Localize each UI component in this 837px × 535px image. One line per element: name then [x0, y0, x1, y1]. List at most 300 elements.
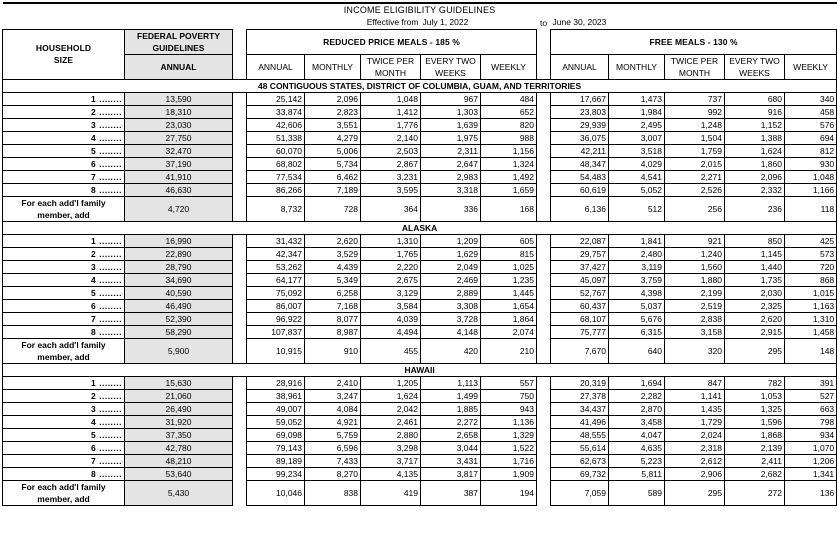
income-eligibility-guidelines-sheet — [0, 2, 835, 535]
free-every-two-weeks-header-line1: EVERY TWO — [729, 55, 780, 66]
free-value-cell: 1,141 — [665, 389, 725, 402]
row-spacer-1 — [233, 428, 247, 441]
reduced-value-cell: 1,048 — [361, 92, 421, 105]
free-value-cell: 3,458 — [609, 415, 665, 428]
row-spacer-1 — [233, 312, 247, 325]
additional-free-cell: 589 — [609, 480, 665, 505]
row-spacer-1 — [233, 247, 247, 260]
row-spacer-1 — [233, 441, 247, 454]
reduced-value-cell: 2,647 — [421, 157, 481, 170]
reduced-value-cell: 605 — [481, 234, 537, 247]
reduced-weekly-header: WEEKLY — [481, 54, 537, 79]
reduced-value-cell: 3,595 — [361, 183, 421, 196]
reduced-monthly-header: MONTHLY — [305, 54, 361, 79]
reduced-value-cell: 3,129 — [361, 286, 421, 299]
free-value-cell: 2,495 — [609, 118, 665, 131]
fpg-annual-cell: 26,490 — [125, 402, 233, 415]
table-row — [3, 247, 837, 260]
free-value-cell: 1,015 — [785, 286, 837, 299]
reduced-value-cell: 1,445 — [481, 286, 537, 299]
free-value-cell: 737 — [665, 92, 725, 105]
free-twice-per-month-header — [665, 54, 725, 79]
reduced-value-cell: 1,235 — [481, 273, 537, 286]
household-size-cell: 7 ........ — [3, 170, 125, 183]
free-value-cell: 812 — [785, 144, 837, 157]
free-value-cell: 1,325 — [725, 402, 785, 415]
reduced-value-cell: 1,499 — [421, 389, 481, 402]
free-value-cell: 782 — [725, 376, 785, 389]
free-value-cell: 2,526 — [665, 183, 725, 196]
free-value-cell: 69,732 — [551, 467, 609, 480]
table-row — [3, 325, 837, 338]
row-spacer-1 — [233, 273, 247, 286]
reduced-value-cell: 1,025 — [481, 260, 537, 273]
reduced-value-cell: 4,279 — [305, 131, 361, 144]
free-value-cell: 37,427 — [551, 260, 609, 273]
reduced-value-cell: 2,096 — [305, 92, 361, 105]
reduced-value-cell: 1,776 — [361, 118, 421, 131]
row-spacer-1 — [233, 467, 247, 480]
household-size-cell: 2 ........ — [3, 105, 125, 118]
additional-reduced-cell: 728 — [305, 196, 361, 221]
additional-free-cell: 640 — [609, 338, 665, 363]
reduced-value-cell: 25,142 — [247, 92, 305, 105]
row-spacer-1 — [233, 415, 247, 428]
table-row — [3, 299, 837, 312]
free-value-cell: 2,906 — [665, 467, 725, 480]
additional-free-cell: 118 — [785, 196, 837, 221]
table-row — [3, 170, 837, 183]
reduced-value-cell: 7,189 — [305, 183, 361, 196]
reduced-value-cell: 42,606 — [247, 118, 305, 131]
free-value-cell: 22,087 — [551, 234, 609, 247]
free-value-cell: 2,271 — [665, 170, 725, 183]
reduced-value-cell: 2,675 — [361, 273, 421, 286]
reduced-value-cell: 2,272 — [421, 415, 481, 428]
free-value-cell: 1,166 — [785, 183, 837, 196]
free-value-cell: 1,473 — [609, 92, 665, 105]
free-value-cell: 62,673 — [551, 454, 609, 467]
additional-reduced-cell: 10,915 — [247, 338, 305, 363]
free-value-cell: 2,332 — [725, 183, 785, 196]
fpg-annual-cell: 27,750 — [125, 131, 233, 144]
reduced-value-cell: 2,042 — [361, 402, 421, 415]
row-spacer-2 — [537, 273, 551, 286]
reduced-every-two-weeks-header — [421, 54, 481, 79]
free-value-cell: 36,075 — [551, 131, 609, 144]
reduced-value-cell: 75,092 — [247, 286, 305, 299]
free-value-cell: 1,310 — [785, 312, 837, 325]
free-value-cell: 20,319 — [551, 376, 609, 389]
row-spacer-2 — [537, 157, 551, 170]
free-value-cell: 3,119 — [609, 260, 665, 273]
additional-free-cell: 7,670 — [551, 338, 609, 363]
reduced-value-cell: 1,765 — [361, 247, 421, 260]
reduced-value-cell: 1,885 — [421, 402, 481, 415]
free-value-cell: 1,841 — [609, 234, 665, 247]
free-value-cell: 2,030 — [725, 286, 785, 299]
reduced-value-cell: 3,551 — [305, 118, 361, 131]
free-value-cell: 576 — [785, 118, 837, 131]
reduced-value-cell: 2,503 — [361, 144, 421, 157]
row-spacer-1 — [233, 157, 247, 170]
free-value-cell: 1,440 — [725, 260, 785, 273]
fpg-annual-cell: 34,690 — [125, 273, 233, 286]
page-title: INCOME ELIGIBILITY GUIDELINES — [3, 3, 837, 16]
fpg-annual-cell: 42,780 — [125, 441, 233, 454]
reduced-value-cell: 28,916 — [247, 376, 305, 389]
reduced-value-cell: 3,431 — [421, 454, 481, 467]
free-value-cell: 992 — [665, 105, 725, 118]
row-spacer-2 — [537, 312, 551, 325]
fpg-annual-cell: 23,030 — [125, 118, 233, 131]
reduced-value-cell: 3,247 — [305, 389, 361, 402]
fpg-annual-cell: 15,630 — [125, 376, 233, 389]
free-value-cell: 75,777 — [551, 325, 609, 338]
reduced-value-cell: 3,318 — [421, 183, 481, 196]
reduced-twice-per-month-header-line1: TWICE PER — [366, 55, 415, 66]
section-title-row — [3, 363, 837, 376]
free-value-cell: 52,767 — [551, 286, 609, 299]
free-value-cell: 1,458 — [785, 325, 837, 338]
additional-member-label — [3, 196, 125, 221]
table-row — [3, 376, 837, 389]
free-value-cell: 41,496 — [551, 415, 609, 428]
reduced-value-cell: 1,864 — [481, 312, 537, 325]
additional-reduced-cell: 455 — [361, 338, 421, 363]
reduced-value-cell: 1,522 — [481, 441, 537, 454]
effective-label: Effective from — [366, 17, 419, 28]
free-value-cell: 1,504 — [665, 131, 725, 144]
title-row — [3, 3, 837, 16]
household-size-cell: 3 ........ — [3, 260, 125, 273]
additional-reduced-cell: 8,732 — [247, 196, 305, 221]
free-value-cell: 2,519 — [665, 299, 725, 312]
additional-spacer-2 — [537, 196, 551, 221]
header-spacer-2 — [537, 29, 551, 79]
household-size-cell: 8 ........ — [3, 467, 125, 480]
header-spacer-1 — [233, 29, 247, 79]
free-value-cell: 930 — [785, 157, 837, 170]
additional-free-cell: 512 — [609, 196, 665, 221]
row-spacer-1 — [233, 286, 247, 299]
reduced-value-cell: 2,823 — [305, 105, 361, 118]
free-value-cell: 3,759 — [609, 273, 665, 286]
reduced-value-cell: 8,077 — [305, 312, 361, 325]
free-value-cell: 798 — [785, 415, 837, 428]
reduced-value-cell: 1,329 — [481, 428, 537, 441]
reduced-value-cell: 53,262 — [247, 260, 305, 273]
row-spacer-2 — [537, 247, 551, 260]
row-spacer-1 — [233, 92, 247, 105]
additional-member-label-line1: For each add'l family — [21, 197, 106, 208]
household-size-cell: 5 ........ — [3, 428, 125, 441]
row-spacer-2 — [537, 428, 551, 441]
household-size-cell: 5 ........ — [3, 144, 125, 157]
reduced-value-cell: 4,494 — [361, 325, 421, 338]
additional-free-cell: 320 — [665, 338, 725, 363]
table-row — [3, 389, 837, 402]
reduced-value-cell: 2,311 — [421, 144, 481, 157]
free-value-cell: 2,612 — [665, 454, 725, 467]
row-spacer-2 — [537, 118, 551, 131]
free-value-cell: 2,682 — [725, 467, 785, 480]
free-value-cell: 60,437 — [551, 299, 609, 312]
section-title-row — [3, 221, 837, 234]
household-size-header-line2: SIZE — [53, 55, 74, 65]
free-value-cell: 1,624 — [725, 144, 785, 157]
free-value-cell: 2,325 — [725, 299, 785, 312]
fpg-annual-cell: 40,590 — [125, 286, 233, 299]
additional-member-label-line2: member, add — [37, 493, 90, 504]
table-row — [3, 92, 837, 105]
free-value-cell: 1,341 — [785, 467, 837, 480]
row-spacer-2 — [537, 105, 551, 118]
additional-reduced-cell: 194 — [481, 480, 537, 505]
additional-free-cell: 272 — [725, 480, 785, 505]
reduced-value-cell: 1,156 — [481, 144, 537, 157]
additional-free-cell: 136 — [785, 480, 837, 505]
reduced-value-cell: 2,220 — [361, 260, 421, 273]
free-value-cell: 1,240 — [665, 247, 725, 260]
row-spacer-2 — [537, 260, 551, 273]
reduced-value-cell: 1,624 — [361, 389, 421, 402]
table-row — [3, 428, 837, 441]
additional-reduced-cell: 168 — [481, 196, 537, 221]
effective-to-word: to — [539, 17, 548, 28]
free-every-two-weeks-header-line2: WEEKS — [739, 67, 770, 78]
reduced-value-cell: 7,168 — [305, 299, 361, 312]
free-value-cell: 5,811 — [609, 467, 665, 480]
reduced-value-cell: 988 — [481, 131, 537, 144]
additional-reduced-cell: 336 — [421, 196, 481, 221]
effective-start-date: July 1, 2022 — [422, 17, 469, 28]
additional-fpg-cell: 5,900 — [125, 338, 233, 363]
reduced-value-cell: 99,234 — [247, 467, 305, 480]
reduced-value-cell: 1,324 — [481, 157, 537, 170]
table-row — [3, 441, 837, 454]
additional-fpg-cell: 5,430 — [125, 480, 233, 505]
free-value-cell: 391 — [785, 376, 837, 389]
reduced-value-cell: 2,620 — [305, 234, 361, 247]
row-spacer-1 — [233, 144, 247, 157]
table-row — [3, 118, 837, 131]
reduced-twice-per-month-header-line2: MONTH — [374, 67, 407, 78]
free-value-cell: 2,620 — [725, 312, 785, 325]
reduced-value-cell: 943 — [481, 402, 537, 415]
row-spacer-2 — [537, 183, 551, 196]
reduced-value-cell: 3,231 — [361, 170, 421, 183]
fpg-annual-cell: 18,310 — [125, 105, 233, 118]
table-row — [3, 131, 837, 144]
free-value-cell: 694 — [785, 131, 837, 144]
free-value-cell: 680 — [725, 92, 785, 105]
reduced-value-cell: 750 — [481, 389, 537, 402]
reduced-value-cell: 3,044 — [421, 441, 481, 454]
free-value-cell: 27,378 — [551, 389, 609, 402]
reduced-value-cell: 42,347 — [247, 247, 305, 260]
free-value-cell: 2,915 — [725, 325, 785, 338]
reduced-value-cell: 89,189 — [247, 454, 305, 467]
reduced-value-cell: 8,987 — [305, 325, 361, 338]
household-size-header — [3, 29, 125, 79]
reduced-value-cell: 77,534 — [247, 170, 305, 183]
reduced-value-cell: 107,837 — [247, 325, 305, 338]
row-spacer-1 — [233, 299, 247, 312]
row-spacer-1 — [233, 260, 247, 273]
free-annual-header: ANNUAL — [551, 54, 609, 79]
free-value-cell: 425 — [785, 234, 837, 247]
reduced-value-cell: 1,654 — [481, 299, 537, 312]
free-value-cell: 2,199 — [665, 286, 725, 299]
fpg-annual-cell: 32,470 — [125, 144, 233, 157]
additional-free-cell: 256 — [665, 196, 725, 221]
reduced-value-cell: 86,007 — [247, 299, 305, 312]
reduced-value-cell: 2,410 — [305, 376, 361, 389]
reduced-value-cell: 4,148 — [421, 325, 481, 338]
household-size-cell: 8 ........ — [3, 183, 125, 196]
free-value-cell: 4,047 — [609, 428, 665, 441]
free-value-cell: 1,759 — [665, 144, 725, 157]
free-value-cell: 2,024 — [665, 428, 725, 441]
row-spacer-2 — [537, 467, 551, 480]
household-size-cell: 6 ........ — [3, 157, 125, 170]
free-twice-per-month-header-line1: TWICE PER — [670, 55, 719, 66]
table-row — [3, 273, 837, 286]
effective-row — [3, 16, 837, 29]
row-spacer-1 — [233, 234, 247, 247]
fpg-annual-cell: 46,630 — [125, 183, 233, 196]
additional-spacer-2 — [537, 338, 551, 363]
free-value-cell: 3,007 — [609, 131, 665, 144]
fpg-annual-cell: 41,910 — [125, 170, 233, 183]
fpg-annual-cell: 22,890 — [125, 247, 233, 260]
reduced-value-cell: 4,439 — [305, 260, 361, 273]
additional-free-cell: 7,059 — [551, 480, 609, 505]
row-spacer-2 — [537, 376, 551, 389]
reduced-value-cell: 96,922 — [247, 312, 305, 325]
reduced-value-cell: 1,412 — [361, 105, 421, 118]
free-value-cell: 5,676 — [609, 312, 665, 325]
table-row — [3, 454, 837, 467]
fpg-annual-cell: 21,060 — [125, 389, 233, 402]
free-value-cell: 5,223 — [609, 454, 665, 467]
section-title-row — [3, 79, 837, 92]
free-value-cell: 4,635 — [609, 441, 665, 454]
reduced-price-meals-header: REDUCED PRICE MEALS - 185 % — [247, 29, 537, 54]
free-value-cell: 2,411 — [725, 454, 785, 467]
additional-member-label-line2: member, add — [37, 351, 90, 362]
free-weekly-header: WEEKLY — [785, 54, 837, 79]
reduced-value-cell: 51,338 — [247, 131, 305, 144]
additional-reduced-cell: 910 — [305, 338, 361, 363]
reduced-value-cell: 38,961 — [247, 389, 305, 402]
reduced-value-cell: 1,975 — [421, 131, 481, 144]
household-size-cell: 7 ........ — [3, 312, 125, 325]
free-value-cell: 1,048 — [785, 170, 837, 183]
row-spacer-2 — [537, 389, 551, 402]
household-size-cell: 1 ........ — [3, 376, 125, 389]
table-row — [3, 105, 837, 118]
row-spacer-1 — [233, 170, 247, 183]
free-value-cell: 850 — [725, 234, 785, 247]
free-value-cell: 916 — [725, 105, 785, 118]
household-size-cell: 2 ........ — [3, 247, 125, 260]
household-size-cell: 8 ........ — [3, 325, 125, 338]
row-spacer-1 — [233, 325, 247, 338]
additional-member-label — [3, 480, 125, 505]
row-spacer-2 — [537, 170, 551, 183]
reduced-value-cell: 3,717 — [361, 454, 421, 467]
reduced-value-cell: 820 — [481, 118, 537, 131]
free-value-cell: 55,614 — [551, 441, 609, 454]
additional-reduced-cell: 419 — [361, 480, 421, 505]
household-size-cell: 6 ........ — [3, 441, 125, 454]
row-spacer-2 — [537, 441, 551, 454]
reduced-value-cell: 6,258 — [305, 286, 361, 299]
household-size-cell: 1 ........ — [3, 234, 125, 247]
row-spacer-2 — [537, 454, 551, 467]
row-spacer-1 — [233, 402, 247, 415]
free-value-cell: 29,757 — [551, 247, 609, 260]
additional-spacer-2 — [537, 480, 551, 505]
free-value-cell: 663 — [785, 402, 837, 415]
reduced-value-cell: 5,349 — [305, 273, 361, 286]
fpg-annual-cell: 58,290 — [125, 325, 233, 338]
additional-member-label-line1: For each add'l family — [21, 339, 106, 350]
free-value-cell: 34,437 — [551, 402, 609, 415]
free-value-cell: 573 — [785, 247, 837, 260]
fpg-annual-cell: 31,920 — [125, 415, 233, 428]
free-value-cell: 48,555 — [551, 428, 609, 441]
free-value-cell: 1,206 — [785, 454, 837, 467]
free-value-cell: 1,248 — [665, 118, 725, 131]
reduced-value-cell: 967 — [421, 92, 481, 105]
free-monthly-header: MONTHLY — [609, 54, 665, 79]
free-value-cell: 1,388 — [725, 131, 785, 144]
table-row — [3, 234, 837, 247]
row-spacer-1 — [233, 389, 247, 402]
free-value-cell: 2,480 — [609, 247, 665, 260]
reduced-value-cell: 8,270 — [305, 467, 361, 480]
row-spacer-2 — [537, 286, 551, 299]
reduced-value-cell: 2,049 — [421, 260, 481, 273]
household-size-cell: 3 ........ — [3, 402, 125, 415]
reduced-every-two-weeks-header-line2: WEEKS — [435, 67, 466, 78]
free-value-cell: 48,347 — [551, 157, 609, 170]
fpg-annual-header: ANNUAL — [125, 54, 233, 79]
reduced-value-cell: 1,492 — [481, 170, 537, 183]
reduced-value-cell: 64,177 — [247, 273, 305, 286]
table-row — [3, 157, 837, 170]
free-value-cell: 5,037 — [609, 299, 665, 312]
free-value-cell: 3,518 — [609, 144, 665, 157]
row-spacer-1 — [233, 118, 247, 131]
free-value-cell: 68,107 — [551, 312, 609, 325]
household-size-cell: 2 ........ — [3, 389, 125, 402]
additional-reduced-cell: 210 — [481, 338, 537, 363]
additional-member-label-line1: For each add'l family — [21, 481, 106, 492]
fpg-annual-cell: 28,790 — [125, 260, 233, 273]
free-value-cell: 29,939 — [551, 118, 609, 131]
reduced-value-cell: 2,461 — [361, 415, 421, 428]
reduced-value-cell: 3,584 — [361, 299, 421, 312]
reduced-value-cell: 2,469 — [421, 273, 481, 286]
reduced-value-cell: 4,921 — [305, 415, 361, 428]
reduced-value-cell: 1,659 — [481, 183, 537, 196]
free-value-cell: 1,735 — [725, 273, 785, 286]
reduced-every-two-weeks-header-line1: EVERY TWO — [425, 55, 476, 66]
